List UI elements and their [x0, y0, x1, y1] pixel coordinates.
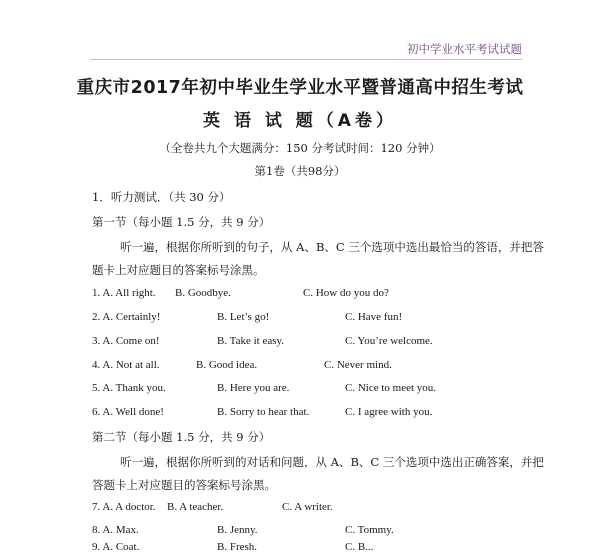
- exam-title: 重庆市2017年初中毕业生学业水平暨普通高中招生考试: [76, 78, 524, 98]
- q3-option-a: 3. A. Come on!: [92, 335, 160, 347]
- part1-instruction-line1: 听一遍，根据你所听到的句子，从 A、B、C 三个选项中选出最恰当的答语，并把答: [120, 240, 544, 254]
- q1-option-a: 1. A. All right.: [92, 287, 156, 299]
- q9-option-c: C. B...: [345, 541, 374, 553]
- q7-option-c: C. A writer.: [282, 501, 333, 513]
- q7-option-a: 7. A. A doctor.: [92, 501, 156, 513]
- q4-option-c: C. Never mind.: [324, 359, 392, 371]
- q3-option-b: B. Take it easy.: [217, 335, 285, 347]
- part2-heading: 第二节（每小题 1.5 分，共 9 分）: [92, 430, 271, 444]
- q4-option-a: 4. A. Not at all.: [92, 359, 160, 371]
- q6-option-a: 6. A. Well done!: [92, 406, 164, 418]
- q5-option-a: 5. A. Thank you.: [92, 382, 166, 394]
- q2-option-c: C. Have fun!: [345, 311, 403, 323]
- q1-option-c: C. How do you do?: [303, 287, 389, 299]
- q7-option-b: B. A teacher.: [167, 501, 224, 513]
- header-tag: 初中学业水平考试试题: [407, 42, 522, 56]
- q5-option-b: B. Here you are.: [217, 382, 290, 394]
- q9-option-b: B. Fresh.: [217, 541, 258, 553]
- section-heading: 1．听力测试．（共 30 分）: [92, 190, 231, 204]
- q5-option-c: C. Nice to meet you.: [345, 382, 437, 394]
- header-divider: [90, 59, 522, 60]
- part1-instruction-line2: 题卡上对应题目的答案标号涂黑。: [92, 263, 265, 277]
- q1-option-b: B. Goodbye.: [175, 287, 231, 299]
- exam-subtitle: 英 语 试 题（A卷）: [203, 111, 397, 131]
- q3-option-c: C. You’re welcome.: [345, 335, 433, 347]
- q2-option-a: 2. A. Certainly!: [92, 311, 161, 323]
- q9-option-a: 9. A. Coat.: [92, 541, 140, 553]
- part1-heading: 第一节（每小题 1.5 分，共 9 分）: [92, 215, 271, 229]
- part2-instruction-line2: 答题卡上对应题目的答案标号涂黑。: [92, 478, 276, 492]
- q8-option-c: C. Tommy.: [345, 524, 394, 536]
- exam-note: （全卷共九个大题满分：150 分考试时间：120 分钟）: [159, 141, 441, 155]
- q6-option-b: B. Sorry to hear that.: [217, 406, 310, 418]
- part2-instruction-line1: 听一遍，根据你所听到的对话和问题，从 A、B、C 三个选项中选出正确答案，并把: [120, 455, 544, 469]
- q8-option-b: B. Jenny.: [217, 524, 258, 536]
- q2-option-b: B. Let’s go!: [217, 311, 270, 323]
- volume-label: 第1卷（共98分）: [254, 164, 346, 178]
- q8-option-a: 8. A. Max.: [92, 524, 139, 536]
- q4-option-b: B. Good idea.: [196, 359, 258, 371]
- q6-option-c: C. I agree with you.: [345, 406, 433, 418]
